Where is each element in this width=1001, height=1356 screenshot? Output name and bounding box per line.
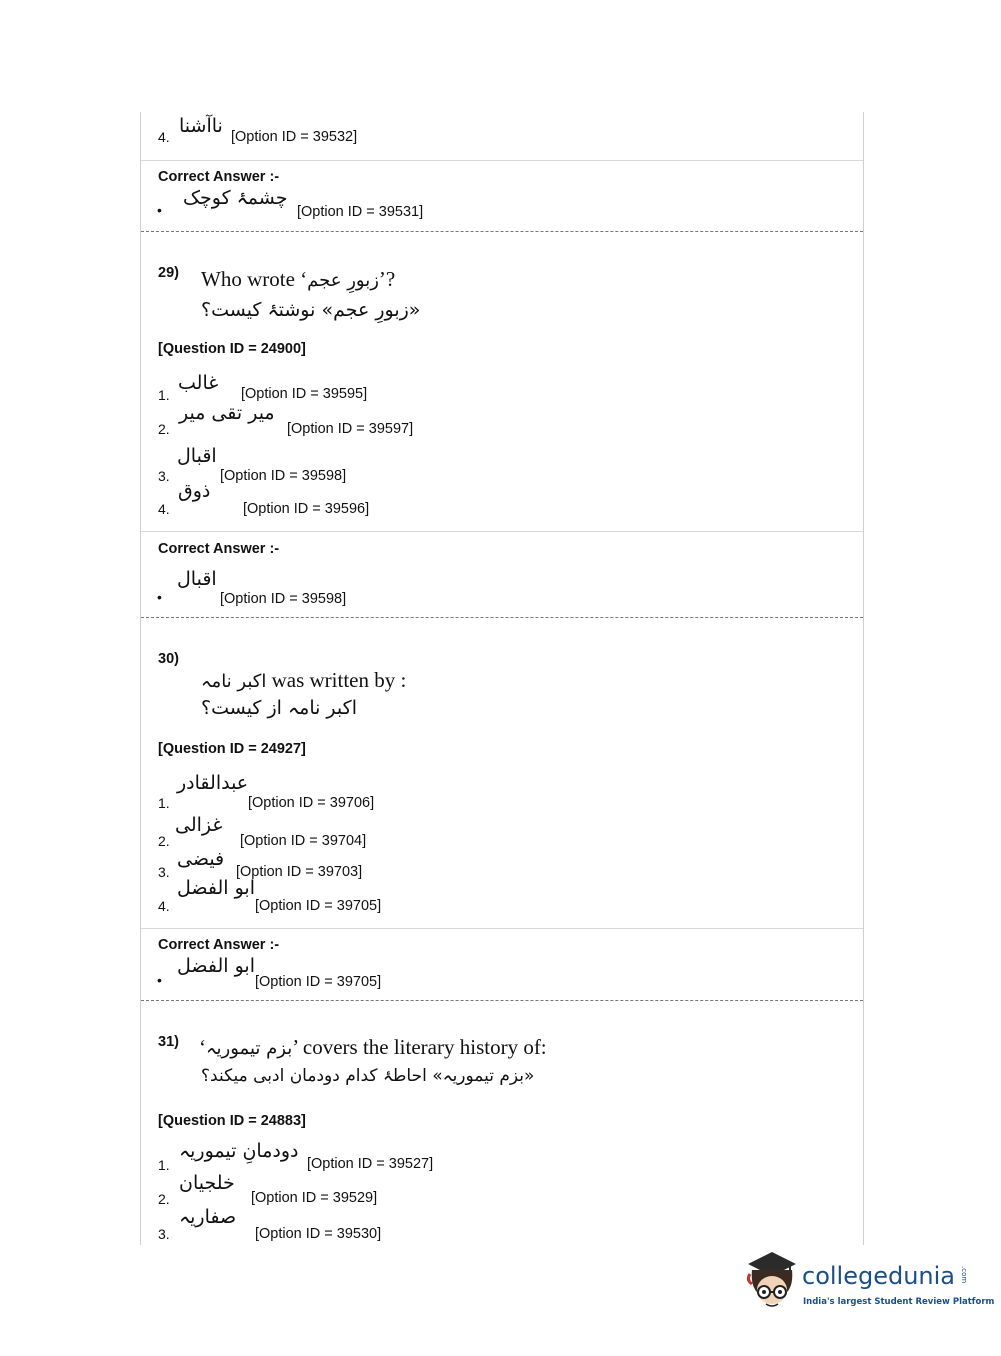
option-text: اقبال: [177, 445, 217, 467]
option-text: صفاریہ: [179, 1206, 237, 1228]
question-text-english: اکبر نامہ was written by :: [201, 668, 407, 692]
option-number: 3.: [158, 468, 170, 484]
question-id: [Question ID = 24927]: [158, 741, 306, 757]
option-text: فیضی: [177, 848, 225, 870]
question-separator: [141, 1000, 863, 1001]
divider: [141, 928, 863, 929]
question-text-urdu: «زبورِ عجم» نوشتۂ کیست؟: [201, 299, 421, 321]
option-number: 4.: [158, 501, 170, 517]
divider: [141, 531, 863, 532]
option-text: عبدالقادر: [177, 772, 249, 794]
correct-answer-label: Correct Answer :-: [158, 541, 280, 557]
option-id: [Option ID = 39596]: [243, 501, 370, 517]
question-separator: [141, 617, 863, 618]
option-text: دودمانِ تیموریہ: [179, 1140, 299, 1162]
option-text: خلجیان: [179, 1172, 235, 1194]
question-text-english: ‘بزم تیموریہ’ covers the literary history of:: [199, 1035, 547, 1059]
option-text: غالب: [178, 372, 219, 394]
option-id: [Option ID = 39598]: [220, 468, 347, 484]
question-number: 30): [158, 651, 179, 667]
option-number: 1.: [158, 1157, 170, 1173]
correct-answer-id: [Option ID = 39705]: [255, 974, 382, 990]
correct-answer-label: Correct Answer :-: [158, 169, 280, 185]
brand-name: collegedunia: [802, 1262, 956, 1290]
option-id: [Option ID = 39704]: [240, 833, 367, 849]
divider: [141, 160, 863, 161]
option-number: 2.: [158, 1191, 170, 1207]
bullet: •: [157, 202, 162, 218]
question-separator: [141, 231, 863, 232]
correct-answer-label: Correct Answer :-: [158, 937, 280, 953]
correct-answer-id: [Option ID = 39598]: [220, 591, 347, 607]
option-number: 2.: [158, 833, 170, 849]
option-id: [Option ID = 39527]: [307, 1156, 434, 1172]
option-number: 1.: [158, 387, 170, 403]
option-number: 3.: [158, 1226, 170, 1242]
question-text-urdu: «بزم تیموریہ» احاطۂ کدام دودمان ادبی میکند؟: [201, 1066, 535, 1086]
brand-tagline: India's largest Student Review Platform: [803, 1297, 995, 1307]
option-id: [Option ID = 39705]: [255, 898, 382, 914]
question-number: 31): [158, 1034, 179, 1050]
option-id: [Option ID = 39706]: [248, 795, 375, 811]
option-number: 2.: [158, 421, 170, 437]
collegedunia-logo: [742, 1250, 995, 1320]
correct-answer-text: اقبال: [177, 568, 217, 590]
option-text: ابو الفضل: [177, 877, 255, 899]
brand-suffix: .com: [960, 1266, 968, 1284]
option-text: غزالی: [175, 814, 223, 836]
question-number: 29): [158, 265, 179, 281]
bullet: •: [157, 589, 162, 605]
question-text-urdu: اکبر نامہ از کیست؟: [201, 697, 357, 719]
option-number: 1.: [158, 795, 170, 811]
bullet: •: [157, 972, 162, 988]
option-text: ناآشنا: [179, 115, 223, 137]
option-id: [Option ID = 39597]: [287, 421, 414, 437]
option-text: ذوق: [178, 480, 211, 502]
option-id: [Option ID = 39530]: [255, 1226, 382, 1242]
question-id: [Question ID = 24883]: [158, 1113, 306, 1129]
option-number: 4.: [158, 898, 170, 914]
question-text-english: Who wrote ‘زبورِ عجم’?: [201, 267, 396, 291]
mascot-icon: [742, 1250, 804, 1316]
option-text: میر تقی میر: [179, 402, 275, 424]
correct-answer-id: [Option ID = 39531]: [297, 204, 424, 220]
correct-answer-text: ابو الفضل: [177, 955, 255, 977]
option-id: [Option ID = 39532]: [231, 129, 358, 145]
option-id: [Option ID = 39595]: [241, 386, 368, 402]
correct-answer-text: چشمۂ کوچک: [183, 187, 288, 209]
option-id: [Option ID = 39703]: [236, 864, 363, 880]
option-number: 4.: [158, 129, 170, 145]
question-id: [Question ID = 24900]: [158, 341, 306, 357]
option-id: [Option ID = 39529]: [251, 1190, 378, 1206]
question-sheet: [140, 112, 864, 1245]
option-number: 3.: [158, 864, 170, 880]
